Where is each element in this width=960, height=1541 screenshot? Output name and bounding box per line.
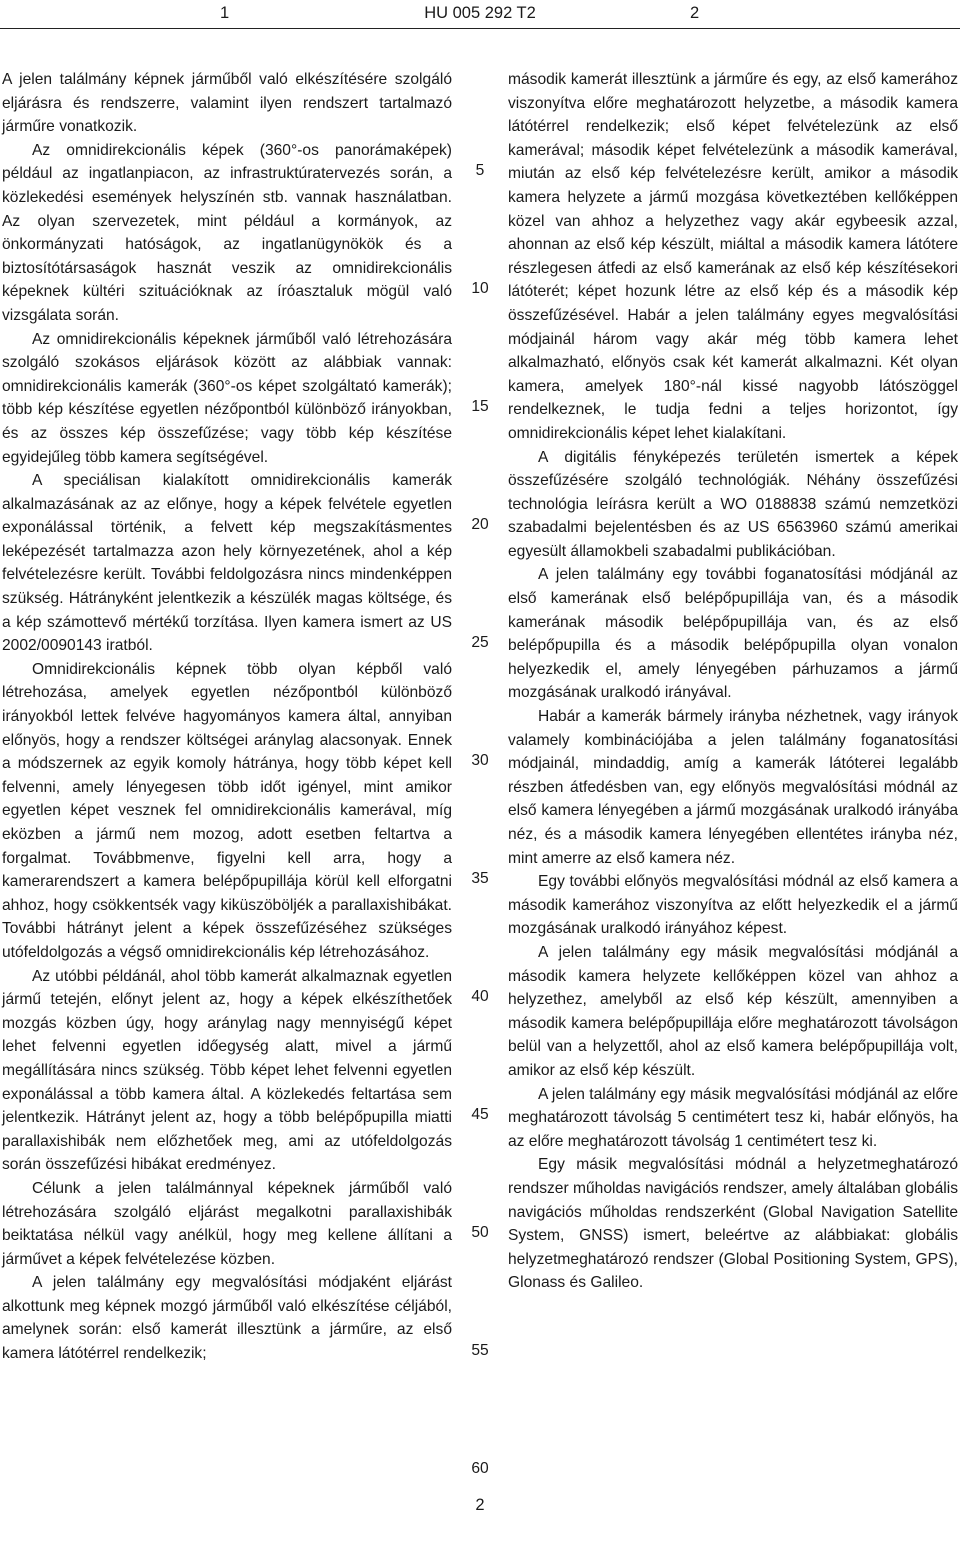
document-id: HU 005 292 T2 [424,4,536,22]
line-number: 20 [471,516,489,533]
paragraph: A jelen találmány egy másik megvalósítási módjánál a második kamera helyzete kellőképpen közel van ahhoz a helyzethez, amelyből az első kép készült, amennyiben a második kamera belépőpupillája előre meghatározott távolságon belül van a helyzettől, ahol az első kamera belépőpupillája volt, amikor az első kép készült. [508,943,958,1079]
page-number-left: 1 [220,4,230,22]
line-number: 5 [475,162,485,179]
page-footer [0,1496,960,1515]
paragraph: Omnidirekcionális képnek több olyan képből való létrehozása, amelyek egyetlen nézőpontból különböző irányokból lettek felvéve hagyományos kamera által, annyiban előnyös, hogy a rendszer költségei aránylag alacsonyak. Ennek a módszernek az egyik komoly hátránya, hogy több képet kell felvenni, amely lényegesen több időt igényel, mint amikor egyetlen képet vesznek fel omnidirekcionális kamerával, míg eközben a jármű nem mozog, adott esetben feltartva a forgalmat. Továbbmenve, figyelni kell arra, hogy a kamerarendszert a kamera belépőpupillája körül kell elforgatni ahhoz, hogy csökkentsék vagy kiküszöböljék a parallaxishibákat. További hátrányt jelent a képek összefűzéséhez szükséges utófeldolgozás a végső omnidirekcionális kép létrehozásához. [2,660,452,961]
paragraph: A speciálisan kialakított omnidirekcionális kamerák alkalmazásának az az előnye, hogy a képek felvétele egyetlen exponálással történik, a felvett kép megszakításmentes leképezését tartalmazza azon hely környezetének, ahol a kép felvételezésre került. További feldolgozásra nincs mindenképpen szükség. Hátrányként jelentkezik a készülék magas költsége, és a kép számottevő mértékű torzítása. Ilyen kamera ismert az US 2002/0090143 iratból. [2,472,452,655]
line-number: 15 [471,398,489,415]
paragraph: Egy másik megvalósítási módnál a helyzetmeghatározó rendszer műholdas navigációs rendszer, amely általában globális navigációs műholdas rendszerként (Global Navigation Satellite System, GNSS) ismert, beleértve az alábbiakat: globális helyzetmeghatározó rendszer (Global Positioning System, GPS), Glonass és Galileo. [508,1156,958,1292]
line-number: 35 [471,870,489,887]
line-number: 10 [471,280,489,297]
paragraph: Egy további előnyös megvalósítási módnál az első kamera a második kamerához viszonyítva az előtt helyezkedik el a jármű mozgásának uralkodó irányához képest. [508,873,958,938]
paragraph: második kamerát illesztünk a járműre és egy, az első kamerához viszonyítva előre meghatározott helyzetbe, a második kamera látótérrel rendelkezik; első képet felvételezünk az első kamerával; második képet felvételezünk a második kamerával, miután az első kép felvételezésre került, amikor a második kamera helyzete a jármű mozgása következtében kellőképpen közel van ahhoz a helyzethez vagy akár egybeesik azzal, ahonnan az első kép készült, miáltal a második kamera látótere részlegesen átfedi az első kamerának az első kép készítésekori látóterét; képet hozunk létre az első kép és a második kép összefűzésével. Habár a jelen találmány egyes megvalósítási módjainál három vagy akár még több kamera lehet alkalmazható, előnyös csak két kamerát alkalmazni. Két olyan kamera, amelyek 180°-nál kissé nagyobb látószöggel rendelkeznek, le tudja fedni a teljes horizontot, így omnidirekcionális képet lehet kialakítani. [508,71,958,442]
paragraph: Célunk a jelen találmánnyal képeknek járműből való létrehozására szolgáló eljárást megalkotni parallaxishibák beiktatása nélkül vagy anélkül, hogy meg kellene állítani a járművet a képek felvételezése közben. [2,1179,452,1268]
line-number: 60 [471,1460,489,1477]
header-rule [0,28,960,29]
line-number: 55 [471,1342,489,1359]
line-number: 25 [471,634,489,651]
line-number: 45 [471,1106,489,1123]
paragraph: Habár a kamerák bármely irányba nézhetnek, vagy irányok valamely kombinációjába a jelen találmány foganatosítási módjainál, mindaddig, amíg a kamerák látóterei legalább részben átfedésben van, egy előnyös megvalósítási módnál az első kamera lényegében a jármű mozgásának uralkodó irányába néz, és a második kamera lényegében ellentétes irányba néz, mint amerre az első kamera néz. [508,708,958,867]
line-number: 30 [471,752,489,769]
line-number: 40 [471,988,489,1005]
footer-page-number: 2 [475,1496,485,1514]
left-column [2,68,452,1366]
page-header [0,2,960,28]
paragraph: Az omnidirekcionális képeknek járműből való létrehozására szolgáló szokásos eljárások között az alábbiak vannak: omnidirekcionális kamerák (360°-os képet szolgáltató kamerák); több kép készítése egyetlen nézőpontból különböző irányokban, és az összes kép összefűzése; vagy több kép készítése egyidejűleg több kamera segítségével. [2,330,452,466]
paragraph: A jelen találmány egy másik megvalósítási módjánál az előre meghatározott távolság 5 centimétert tesz ki, habár előnyös, ha az előre meghatározott távolság 1 centimétert tesz ki. [508,1085,958,1150]
page-number-right: 2 [690,4,700,22]
paragraph: A jelen találmány egy megvalósítási módjaként eljárást alkottunk meg képnek mozgó járműből való elkészítése céljából, amelynek során: első kamerát illesztünk a járműre, az első kamera látótérrel rendelkezik; [2,1274,452,1363]
right-column [508,68,958,1295]
paragraph: Az omnidirekcionális képek (360°-os panorámaképek) például az ingatlanpiacon, az infrastruktúratervezés során, a közlekedési események helyszínén stb. vannak használatban. Az olyan szervezetek, mint például a kormányok, az önkormányzati hatóságok, az ingatlanügynökök és a biztosítótársaságok hasznát veszik az omnidirekcionális képeknek kültéri szituációknak az íróasztaluk mögül való vizsgálata során. [2,141,452,324]
paragraph: A jelen találmány képnek járműből való elkészítésére szolgáló eljárásra és rendszerre, valamint ilyen rendszert tartalmazó járműre vonatkozik. [2,71,452,136]
line-number: 50 [471,1224,489,1241]
paragraph: Az utóbbi példánál, ahol több kamerát alkalmaznak egyetlen jármű tetején, előnyt jelent az, hogy a képek elkészíthetőek mozgás közben úgy, hogy aránylag nagy mennyiségű képet lehet felvenni egyetlen időegység alatt, mivel a jármű megállítására nincs szükség. Több képet lehet felvenni egyetlen exponálással a több kamera által. A közlekedés feltartása sem jelentkezik. Hátrányt jelent az, hogy a több belépőpupilla miatti parallaxishibák nem előzhetőek meg, ami az utófeldolgozás során összefűzési hibákat eredményez. [2,967,452,1174]
paragraph: A jelen találmány egy további foganatosítási módjánál az első kamerának első belépőpupillája van, és a második kamerának második belépőpupillája van, és az első belépőpupilla és a második belépőpupilla olyan vonalon helyezkedik el, amely lényegében párhuzamos a jármű mozgásának uralkodó irányával. [508,566,958,702]
paragraph: A digitális fényképezés területén ismertek a képek összefűzésére szolgáló technológiák. Néhány összefűzési technológia leírásra került a WO 0188838 számú nemzetközi szabadalmi bejelentésben és az US 6563960 számú amerikai egyesült államokbeli szabadalmi publikációban. [508,448,958,560]
